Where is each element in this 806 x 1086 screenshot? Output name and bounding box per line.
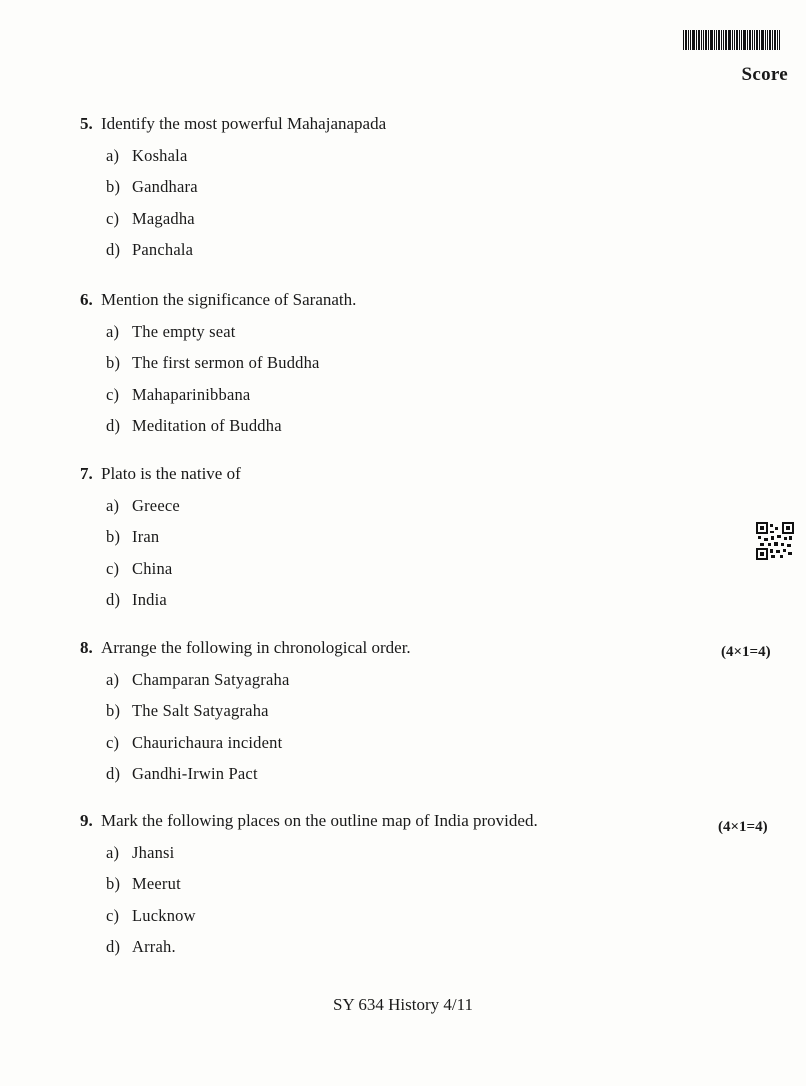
option-label: d) [106,764,121,784]
option-d [106,235,806,267]
option-b [106,522,806,554]
option-b [106,348,806,380]
option-text: Lucknow [132,905,196,925]
question-8 [80,638,806,790]
option-label: a) [106,669,120,689]
option-c [106,727,806,759]
option-text: Iran [132,527,160,547]
option-label: c) [106,384,120,404]
question-6 [80,290,806,442]
question-5 [80,114,806,266]
option-label: d) [106,416,121,436]
marks-allocation: (4×1=4) [718,819,768,835]
question-number: 6. [80,290,93,309]
option-text: The empty seat [132,321,236,341]
question-number: 7. [80,464,93,483]
option-a [106,140,806,172]
question-9 [80,811,806,963]
question-text: Identify the most powerful Mahajanapada [101,114,387,133]
barcode [683,30,789,50]
question-text: Mark the following places on the outline map of India provided. [101,811,538,830]
option-b [106,869,806,901]
option-text: Chaurichaura incident [132,732,283,752]
option-c [106,553,806,585]
option-label: b) [106,701,121,721]
option-c [106,203,806,235]
option-label: b) [106,353,121,373]
option-text: Gandhi-Irwin Pact [132,764,258,784]
option-d [106,585,806,617]
option-label: c) [106,732,120,752]
option-d [106,411,806,443]
option-text: Champaran Satyagraha [132,669,290,689]
question-number: 9. [80,811,93,830]
option-label: b) [106,874,121,894]
question-number: 5. [80,114,93,133]
question-7 [80,464,806,616]
marks-allocation: (4×1=4) [721,644,771,660]
option-label: b) [106,177,121,197]
option-a [106,837,806,869]
option-label: d) [106,240,121,260]
option-c [106,900,806,932]
option-text: Mahaparinibbana [132,384,251,404]
option-text: Magadha [132,208,195,228]
score-label: Score [741,64,788,85]
option-label: d) [106,937,121,957]
option-text: Meditation of Buddha [132,416,282,436]
option-label: a) [106,145,120,165]
option-label: b) [106,527,121,547]
option-text: The first sermon of Buddha [132,353,320,373]
option-b [106,172,806,204]
option-a [106,664,806,696]
option-text: Jhansi [132,842,175,862]
option-b [106,696,806,728]
option-label: a) [106,495,120,515]
option-text: Meerut [132,874,181,894]
option-label: c) [106,208,120,228]
option-c [106,379,806,411]
option-label: a) [106,321,120,341]
option-label: c) [106,905,120,925]
option-text: India [132,590,167,610]
option-label: a) [106,842,120,862]
option-text: Panchala [132,240,194,260]
option-text: The Salt Satyagraha [132,701,269,721]
page-footer: SY 634 History 4/11 [333,995,473,1014]
option-label: c) [106,558,120,578]
option-d [106,932,806,964]
question-text: Arrange the following in chronological order. [101,638,411,657]
option-text: Gandhara [132,177,198,197]
question-text: Mention the significance of Saranath. [101,290,357,309]
option-text: Greece [132,495,180,515]
option-text: China [132,558,173,578]
option-d [106,759,806,791]
option-text: Koshala [132,145,188,165]
question-text: Plato is the native of [101,464,241,483]
question-number: 8. [80,638,93,657]
option-label: d) [106,590,121,610]
option-text: Arrah. [132,937,176,957]
option-a [106,316,806,348]
option-a [106,490,806,522]
